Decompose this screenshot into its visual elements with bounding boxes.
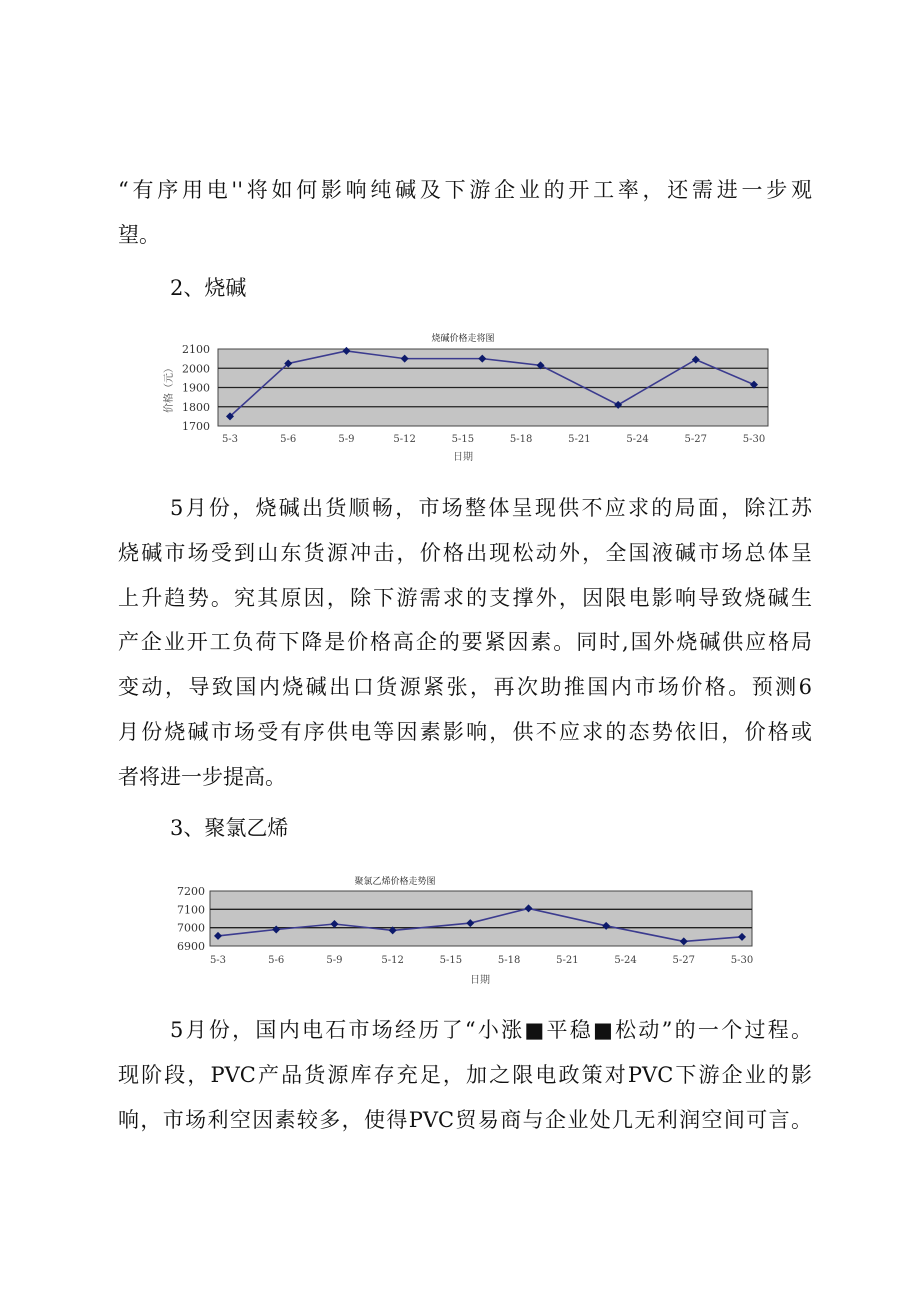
chart-title: 烧碱价格走将图 xyxy=(431,334,495,344)
x-tick-label: 5-12 xyxy=(393,434,416,445)
x-tick-label: 5-3 xyxy=(209,955,227,966)
paragraph-line: 者将进一步提高。 xyxy=(118,765,286,789)
x-tick-label: 5-30 xyxy=(730,955,754,966)
section-heading-caustic-soda: 2、烧碱 xyxy=(170,276,247,300)
x-tick-label: 5-30 xyxy=(742,434,766,445)
paragraph-line: 5月份，烧碱出货顺畅，市场整体呈现供不应求的局面，除江苏 xyxy=(170,496,812,520)
x-axis-title: 日期 xyxy=(470,975,490,986)
x-tick-label: 5-21 xyxy=(568,434,591,445)
paragraph-line: 现阶段，PVC产品货源库存充足，加之限电政策对PVC下游企业的影 xyxy=(118,1063,812,1087)
paragraph-line: 5月份，国内电石市场经历了“小涨■平稳■松动”的一个过程。 xyxy=(170,1018,812,1042)
x-tick-label: 5-21 xyxy=(556,955,579,966)
plot-area xyxy=(210,891,752,946)
x-axis-title: 日期 xyxy=(453,452,473,463)
x-tick-label: 5-27 xyxy=(672,955,696,966)
section-heading-pvc: 3、聚氯乙烯 xyxy=(170,816,289,840)
paragraph-line: 望。 xyxy=(118,223,160,247)
paragraph-line: 产企业开工负荷下降是价格高企的要紧因素。同时,国外烧碱供应格局 xyxy=(118,630,812,654)
x-tick-label: 5-15 xyxy=(439,955,463,966)
chart-title: 聚氯乙烯价格走势图 xyxy=(354,877,436,887)
x-tick-label: 5-6 xyxy=(268,955,285,966)
paragraph-line: 变动，导致国内烧碱出口货源紧张，再次助推国内市场价格。预测6 xyxy=(118,675,812,699)
y-tick-label: 6900 xyxy=(177,940,205,953)
y-tick-label: 1800 xyxy=(182,400,210,414)
x-tick-label: 5-15 xyxy=(451,434,475,445)
x-tick-label: 5-27 xyxy=(684,434,708,445)
x-tick-label: 5-9 xyxy=(326,955,343,966)
x-tick-label: 5-24 xyxy=(614,955,637,966)
x-tick-label: 5-18 xyxy=(509,434,533,445)
paragraph-line: 响，市场利空因素较多，使得PVC贸易商与企业处几无利润空间可言。 xyxy=(118,1108,812,1132)
paragraph-line: 上升趋势。究其原因，除下游需求的支撑外，因限电影响导致烧碱生 xyxy=(118,586,812,610)
x-tick-label: 5-3 xyxy=(221,434,239,445)
y-tick-label: 7100 xyxy=(177,903,205,917)
x-tick-label: 5-18 xyxy=(497,955,521,966)
paragraph-line: “有序用电''将如何影响纯碱及下游企业的开工率，还需进一步观 xyxy=(118,178,812,202)
y-tick-label: 2000 xyxy=(182,362,210,376)
paragraph-line: 月份烧碱市场受有序供电等因素影响，供不应求的态势依旧，价格或 xyxy=(118,720,812,744)
y-tick-label: 7000 xyxy=(177,921,205,935)
y-tick-label: 7200 xyxy=(177,885,205,898)
x-tick-label: 5-9 xyxy=(338,434,355,445)
y-tick-label: 1700 xyxy=(182,420,210,433)
x-tick-label: 5-24 xyxy=(626,434,649,445)
x-tick-label: 5-12 xyxy=(381,955,404,966)
y-axis-title: 价格（元） xyxy=(164,363,175,413)
y-tick-label: 1900 xyxy=(182,381,210,395)
paragraph-line: 烧碱市场受到山东货源冲击，价格出现松动外，全国液碱市场总体呈 xyxy=(118,541,812,565)
x-tick-label: 5-6 xyxy=(280,434,297,445)
y-tick-label: 2100 xyxy=(182,343,210,356)
